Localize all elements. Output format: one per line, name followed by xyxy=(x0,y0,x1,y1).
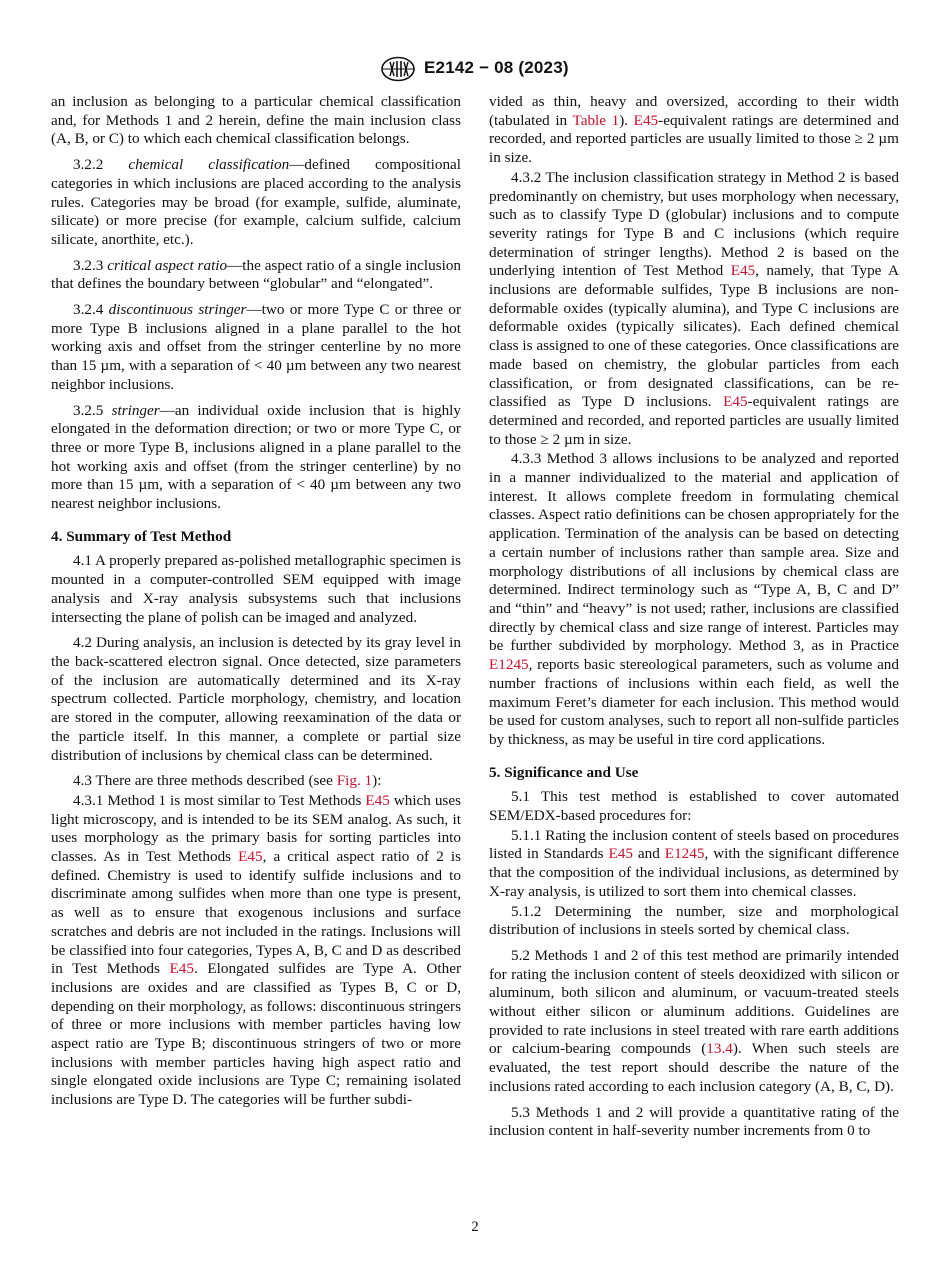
defined-term: stringer xyxy=(111,401,160,419)
text-run: vided as thin, heavy and oversized, according to their width (tabulated in xyxy=(489,93,899,129)
e45-link[interactable]: E45 xyxy=(169,960,194,978)
defined-term: chemical classification xyxy=(128,156,290,174)
text-run: -equivalent ratings are determined and recorded, and reported particles are usually limited to those ≥ 2 µm in size. xyxy=(489,393,899,448)
text-run: , namely, that Type A inclusions are deformable sulfides, Type B inclusions are non-deformable oxides (typically alumina), and Type C inclusions are deformable oxides (typically silicates). Each defined chemical class is assigned to one of these categories. Once classifications are made based on chemistry, the globular particles from each classification, or from designated classifications, can be re-classified as Type D inclusions. xyxy=(489,262,899,411)
text-run: 5.1.1 Rating the inclusion content of steels based on procedures listed in Standards xyxy=(489,826,899,863)
table-1-link[interactable]: Table 1 xyxy=(572,111,620,129)
section-4-heading: 4. Summary of Test Method xyxy=(51,527,232,545)
right-column xyxy=(489,93,899,1141)
text-run: . Elongated sulfides are Type A. Other inclusions are oxides and are classified as Types B, C or D, depending on their morphology, as follows: discontinuous stringers of three or more inclusions with member particles having low aspect ratio are Type B; discontinuous stringers of two or more inclusions with member particles having high aspect ratio and single elongated oxide inclusions are Type C; remaining isolated inclusions are Type D. The categories will be further subdi- xyxy=(51,960,461,1109)
section-number: 3.2.4 xyxy=(73,301,104,319)
text-run: ). xyxy=(619,111,634,129)
paragraph-4-3-1 xyxy=(51,792,461,1110)
paragraph-5-2 xyxy=(489,947,899,1097)
e1245-link[interactable]: E1245 xyxy=(489,656,529,674)
continued-paragraph: an inclusion as belonging to a particular chemical classification and, for Methods 1 and 2 herein, define the main inclusion class (A, B, or C) to which each chemical classification belongs. xyxy=(51,93,461,148)
e45-link[interactable]: E45 xyxy=(633,111,659,129)
definition-text: —the aspect ratio of a single inclusion that defines the boundary between “globular” and “elongated”. xyxy=(51,256,462,293)
e45-link[interactable]: E45 xyxy=(608,845,633,863)
paragraph-5-1-1 xyxy=(489,827,899,902)
text-run: which uses light microscopy, and is intended to be its SEM analog. As such, it uses morphology as the primary basis for sorting particles into classes. As in Test Methods xyxy=(51,791,461,866)
paragraph-5-1: 5.1 This test method is established to cover automated SEM/EDX-based procedures for: xyxy=(489,788,899,825)
paragraph-4-1: 4.1 A properly prepared as-polished metallographic specimen is mounted in a computer-controlled SEM equipped with image analysis and X-ray analysis subsystems such that inclusions intersecting the plane of polish can be imaged and analyzed. xyxy=(51,552,461,626)
text-run: , with the significant difference that the composition of the individual inclusions, as determined by X-ray analysis, is utilized to sort them into chemical classes. xyxy=(489,845,899,900)
defined-term: critical aspect ratio xyxy=(107,256,228,274)
text-run: and xyxy=(632,845,665,863)
section-number: 3.2.3 xyxy=(73,256,104,274)
e45-link[interactable]: E45 xyxy=(365,791,390,809)
definition-text: —two or more Type C or three or more Type B inclusions aligned in a plane parallel to the hot working axis and offset from the stringer centerline by no more than 15 µm, with a separation of < 40 µm between any two nearest neighbor inclusions. xyxy=(51,301,461,393)
paragraph-4-3-2 xyxy=(489,169,899,450)
section-3-2-2 xyxy=(51,156,461,250)
e45-link[interactable]: E45 xyxy=(723,393,748,411)
text-run: , reports basic stereological parameters, such as volume and number fractions of inclusions within each field, as well the maximum Feret’s diameter for each inclusion. This method would be used for custom analyses, such to report all non-sulfide particles by thickness, as may be useful in tire cord applications. xyxy=(489,656,899,748)
text-run: 4.3.2 The inclusion classification strategy in Method 2 is based predominantly on chemistry, but uses morphology when necessary, such as to classify Type D (globular) inclusions and to compute severity ratings for Type B and C inclusions (which require determination of stringer lengths). Method 2 is based on the underlying intention of Test Method xyxy=(489,168,899,280)
e1245-link[interactable]: E1245 xyxy=(664,845,705,863)
paragraph-4-3-3 xyxy=(489,450,899,749)
text-run: ): xyxy=(372,772,382,790)
text-run: 4.3.3 Method 3 allows inclusions to be analyzed and reported in a manner individualized to the material and application of interest. It allows complete freedom in formulating chemical classes. Aspect ratio definitions can be chosen appropriately for the application. Termination of the analysis can be based on detecting a certain number of inclusions rather than sample area. Size and morphology distributions of all inclusions by chemical class are determined. Indirect terminology such as “Type A, B, C and D” and “thin” and “heavy” is not used; rather, inclusions are classified directly by chemical class and size range of interest. Particles may be further subdivided by morphology. Method 3, as in Practice xyxy=(489,450,899,655)
definition-text: —an individual oxide inclusion that is highly elongated in the deformation direction; or two or more Type C, or three or more Type B, inclusions aligned in a plane parallel to the hot working axis and offset (from the stringer centerline) by no more than 15 µm, with a separation of < 40 µm between any two nearest neighbor inclusions. xyxy=(51,401,461,513)
text-run: 5.2 Methods 1 and 2 of this test method are primarily intended for rating the inclusion content of steels deoxidized with silicon or aluminum, both silicon and aluminum, or vacuum-treated steels without either silicon or aluminum additions. Guidelines are provided to rate inclusions in steel treated with rare earth additions or calcium-bearing compounds ( xyxy=(489,946,899,1058)
paragraph-4-3 xyxy=(51,772,461,791)
e45-link[interactable]: E45 xyxy=(238,848,263,866)
section-number: 3.2.2 xyxy=(73,156,104,174)
fig-1-link[interactable]: Fig. 1 xyxy=(336,772,373,790)
section-13-4-link[interactable]: 13.4 xyxy=(706,1040,733,1058)
section-3-2-3 xyxy=(51,257,461,294)
defined-term: discontinuous stringer xyxy=(108,301,247,319)
text-run: ). When such steels are evaluated, the test report should describe the nature of the inclusions rated according to each inclusion category (A, B, C, D). xyxy=(489,1040,899,1095)
paragraph-5-3: 5.3 Methods 1 and 2 will provide a quantitative rating of the inclusion content in half-severity number increments from 0 to xyxy=(489,1103,899,1140)
section-3-2-5 xyxy=(51,402,461,514)
section-3-2-4 xyxy=(51,301,461,395)
standard-designation: E2142 − 08 (2023) xyxy=(424,58,569,77)
continued-paragraph xyxy=(489,93,899,168)
left-column xyxy=(51,93,461,1110)
astm-logo-icon xyxy=(380,56,416,82)
section-5-heading: 5. Significance and Use xyxy=(489,763,639,781)
text-run: , a critical aspect ratio of 2 is defined. Chemistry is used to identify sulfide inclusions and to discriminate among sulfides when more than one type is present, as well as to ensure that exogenous inclusions and surface scratches and debris are not included in the ratings. Inclusions will be classified into four categories, Types A, B, C and D as described in Test Methods xyxy=(51,848,461,978)
definition-text: —defined compositional categories in which inclusions are placed according to the analysis rules. Categories may be broad (for example, sulfide, aluminate, silicate) or more precise (for example, calcium sulfide, calcium silicate, anorthite, etc.). xyxy=(51,156,462,248)
text-run: -equivalent ratings are determined and recorded, and reported particles are usually limited to those ≥ 2 µm in size. xyxy=(489,111,900,167)
page-number: 2 xyxy=(471,1219,479,1235)
section-number: 3.2.5 xyxy=(73,401,104,419)
e45-link[interactable]: E45 xyxy=(730,262,756,280)
page-header xyxy=(0,56,950,84)
text-run: 4.3.1 Method 1 is most similar to Test Methods xyxy=(73,791,366,809)
paragraph-5-1-2: 5.1.2 Determining the number, size and morphological distribution of inclusions in steels sorted by chemical class. xyxy=(489,902,899,939)
text-run: 4.3 There are three methods described (see xyxy=(73,772,337,790)
paragraph-4-2: 4.2 During analysis, an inclusion is detected by its gray level in the back-scattered electron signal. Once detected, size parameters of the inclusion are automatically determined and its X-ray spectrum collected. Particle morphology, chemistry, and location are stored in the computer, allowing reexamination of the data or the particle itself. In this manner, a complete or partial size distribution of inclusions by chemical class can be determined. xyxy=(51,634,461,764)
